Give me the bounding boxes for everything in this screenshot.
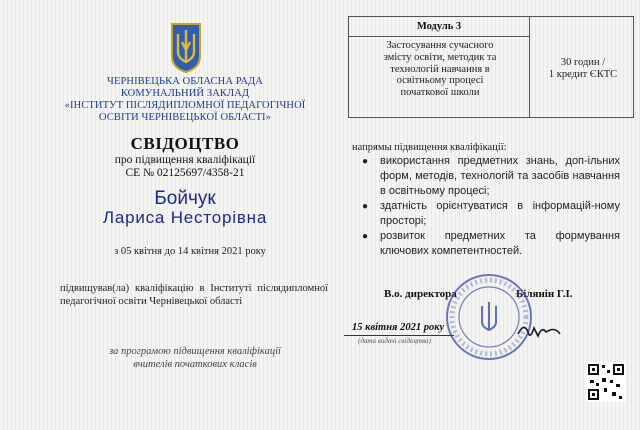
module-title: Модуль 3 [349,17,530,37]
org-line: КОМУНАЛЬНИЙ ЗАКЛАД [120,88,250,99]
holder-name: Лариса Несторівна [102,208,268,227]
module-desc-line: освітньому процесі [396,75,484,87]
module-desc-line: технологій навчання в [390,63,490,75]
direction-item [358,154,620,199]
director-name: Білянін Г.І. [516,288,573,300]
issue-date-caption: (дата видачі свідоцтва) [358,337,431,345]
direction-item [358,229,620,259]
org-line: ЧЕРНІВЕЦЬКА ОБЛАСНА РАДА [107,76,263,87]
module-table [348,16,634,118]
module-desc-line: змісту освіти, методик та [383,51,497,63]
module-hours-line: 1 кредит ЄКТС [548,69,618,80]
bullet-icon: ● [362,231,369,242]
signature-icon [516,318,562,342]
date-underline [344,335,454,336]
module-hours-line: 30 годин / [560,57,606,68]
director-title: В.о. директора [384,288,457,300]
org-line: «ІНСТИТУТ ПІСЛЯДИПЛОМНОЇ ПЕДАГОГІЧНОЇ [64,100,306,111]
module-hours [535,57,631,81]
module-desc-line: Застосування сучасного [386,40,494,51]
module-description [357,40,523,99]
directions-title: напрямы підвищення кваліфікації: [352,142,507,153]
direction-text: використання предметних знань, доп-ільних форм, методів, технологій та засобів навчання в освітньому процесі; [380,155,620,197]
direction-text: здатність орієнтуватися в інформацій-ному просторі; [380,200,620,227]
qr-code-icon [586,362,626,402]
directions-list [358,154,620,259]
program-line: вчителів початкових класів [133,358,257,370]
direction-item [358,199,620,229]
org-line: ОСВІТИ ЧЕРНІВЕЦЬКОЇ ОБЛАСТІ» [99,112,271,123]
issuing-organization [40,76,330,124]
certificate-number: СЕ № 02125697/4358-21 [125,167,245,179]
holder-surname: Бойчук [154,188,216,209]
program-line: за програмою підвищення кваліфікації [109,346,281,357]
program-statement [70,346,320,371]
trident-emblem-icon [168,22,204,74]
certificate-subtitle: про підвищення кваліфікації [114,154,256,166]
certificate-subtitle-block [60,154,310,180]
bullet-icon: ● [362,201,369,212]
qualification-statement: підвищував(ла) кваліфікацію в Інституті післядипломної педагогічної освіти Чернівецької області [60,283,328,307]
certificate-right-page [340,0,640,430]
training-dates: з 05 квітня до 14 квітня 2021 року [114,246,266,257]
module-desc-line: початкової школи [400,87,480,99]
issue-date: 15 квітня 2021 року [352,322,445,333]
direction-text: розвиток предметних та формування ключових компетентностей. [380,230,620,257]
round-seal-icon [444,272,534,362]
bullet-icon: ● [362,156,369,167]
certificate-title: СВІДОЦТВО [130,134,240,153]
